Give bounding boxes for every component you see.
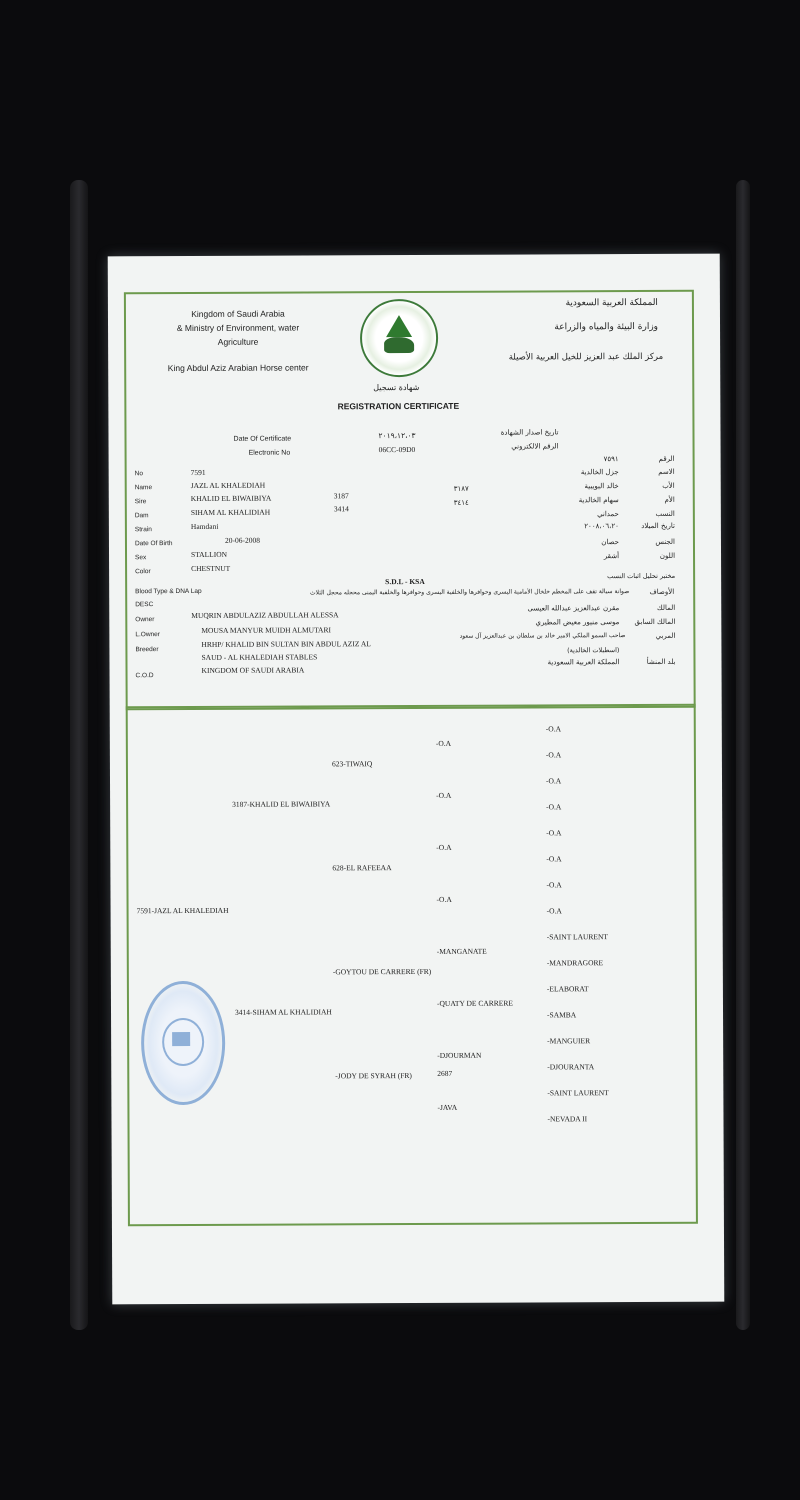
pedigree-gen3-extra: 2687 xyxy=(437,1068,453,1078)
header-en-line3: Agriculture xyxy=(217,336,259,347)
sire-number-ar: ٣١٨٧ xyxy=(453,484,469,493)
official-stamp-icon xyxy=(141,981,226,1105)
cod-label: C.O.D xyxy=(135,672,154,680)
sire-value: KHALID EL BIWAIBIYA xyxy=(190,493,272,503)
name-value: JAZL AL KHALEDIAH xyxy=(190,480,266,490)
breeder-label: Breeder xyxy=(135,646,159,654)
electronic-value: 06CC-09D0 xyxy=(378,445,416,455)
color-value-ar: أشقر xyxy=(603,552,620,561)
date-label-ar: تاريخ اصدار الشهادة xyxy=(500,428,559,437)
sex-label-ar: الجنس xyxy=(655,537,675,546)
pedigree-gen4-1: -O.A xyxy=(545,724,562,734)
dob-label: Date Of Birth xyxy=(134,540,173,548)
pedigree-gen4-8: -O.A xyxy=(546,906,562,916)
color-label-ar: اللون xyxy=(659,551,676,560)
sire-label: Sire xyxy=(134,498,147,506)
desc-value-ar: صوانة سيالة تقف على المخطم خلخال الأمامية اليسرى وحوافرها والخلفية اليسرى وحوافرها والخلفية اليمنى محجله محجل الثلاث xyxy=(310,588,630,597)
pedigree-gen3-1: -O.A xyxy=(435,738,452,748)
lowner-value-ar: موسى منيور معيض المطيري xyxy=(535,618,620,627)
sire-value-ar: خالد البويبية xyxy=(584,482,619,491)
lowner-label-ar: المالك السابق xyxy=(634,617,676,627)
pedigree-gen4-11: -ELABORAT xyxy=(546,984,589,994)
pedigree-frame xyxy=(126,704,698,1226)
header-en-line1: Kingdom of Saudi Arabia xyxy=(191,308,285,319)
sex-value: STALLION xyxy=(190,549,228,559)
dam-value: SIHAM AL KHALIDIAH xyxy=(190,507,271,517)
pedigree-dam: 3414-SIHAM AL KHALIDIAH xyxy=(234,1007,332,1017)
strain-value: Hamdani xyxy=(190,521,219,531)
breeder-label-ar: المربي xyxy=(655,631,676,640)
pedigree-sire-sire: 623-TIWAIQ xyxy=(331,759,373,769)
name-label: Name xyxy=(134,484,153,492)
name-value-ar: جزل الخالدية xyxy=(580,468,619,477)
pedigree-dam-dam: -JODY DE SYRAH (FR) xyxy=(335,1071,412,1081)
page-title: REGISTRATION CERTIFICATE xyxy=(337,400,460,412)
pedigree-gen3-3: -O.A xyxy=(436,842,452,852)
date-label: Date Of Certificate xyxy=(233,435,292,443)
sex-value-ar: حصان xyxy=(601,538,619,547)
name-label-ar: الاسم xyxy=(658,467,675,476)
electronic-label-ar: الرقم الالكتروني xyxy=(511,442,559,451)
breeder-value-line1: HRHP/ KHALID BIN SULTAN BIN ABDUL AZIZ AL xyxy=(201,639,371,649)
sire-label-ar: الأب xyxy=(662,481,675,490)
cod-value-ar: المملكة العربية السعودية xyxy=(547,658,620,667)
header-ar-line2: وزارة البيئة والمياه والزراعة xyxy=(554,321,659,333)
pedigree-gen4-15: -SAINT LAURENT xyxy=(547,1088,609,1098)
title-ar: شهادة تسجيل xyxy=(373,382,420,393)
pedigree-gen3-7: -DJOURMAN xyxy=(437,1050,482,1060)
strain-value-ar: حمداني xyxy=(597,510,619,519)
pedigree-gen3-6: -QUATY DE CARRERE xyxy=(436,998,513,1008)
dam-value-ar: سهام الخالدية xyxy=(578,496,619,505)
pedigree-gen4-7: -O.A xyxy=(546,880,562,890)
desc-label: DESC xyxy=(135,601,154,609)
blood-label-ar: مختبر تحليل اثبات النسب xyxy=(607,571,676,581)
sex-label: Sex xyxy=(135,554,147,562)
center-logo-icon xyxy=(360,299,438,377)
dam-number-ar: ٣٤١٤ xyxy=(453,498,469,507)
owner-value-ar: مقرن عبدالعزيز عبدالله العيسى xyxy=(527,604,620,613)
header-en-line4: King Abdul Aziz Arabian Horse center xyxy=(167,362,309,374)
dob-label-ar: تاريخ الميلاد xyxy=(641,521,675,531)
owner-label: Owner xyxy=(135,616,155,624)
pedigree-gen4-4: -O.A xyxy=(546,802,562,812)
pedigree-gen4-12: -SAMBA xyxy=(547,1010,577,1020)
pedigree-gen3-8: -JAVA xyxy=(437,1102,458,1112)
color-value: CHESTNUT xyxy=(191,563,231,573)
pedigree-gen4-9: -SAINT LAURENT xyxy=(546,932,609,942)
dam-label-ar: الأم xyxy=(664,495,675,504)
pedigree-gen3-4: -O.A xyxy=(436,894,452,904)
header-en-line2: & Ministry of Environment, water xyxy=(176,322,300,334)
pedigree-gen4-2: -O.A xyxy=(545,750,562,760)
phone-screen xyxy=(108,254,725,1305)
blood-value: S.D.L - KSA xyxy=(385,576,425,587)
dob-value-ar: ٢٠٠٨،٠٦،٢٠ xyxy=(584,522,619,531)
phone-right-edge xyxy=(736,180,750,1330)
lowner-value: MOUSA MANYUR MUIDH ALMUTARI xyxy=(201,625,331,635)
strain-label-ar: النسب xyxy=(655,509,675,518)
pedigree-gen3-5: -MANGANATE xyxy=(436,946,487,956)
no-value: 7591 xyxy=(190,467,206,477)
pedigree-gen4-16: -NEVADA II xyxy=(547,1114,588,1124)
breeder-value-ar-line1: صاحب السمو الملكي الامير خالد بن سلطان بن عبدالعزيز آل سعود xyxy=(459,632,626,640)
desc-label-ar: الأوصاف xyxy=(649,587,675,596)
dob-value: 20-06-2008 xyxy=(224,535,260,545)
electronic-label: Electronic No xyxy=(248,449,291,457)
cod-value: KINGDOM OF SAUDI ARABIA xyxy=(201,665,305,675)
dam-label: Dam xyxy=(134,512,149,520)
cod-label-ar: بلد المنشأ xyxy=(646,657,676,666)
owner-value: MUQRIN ABDULAZIZ ABDULLAH ALESSA xyxy=(191,610,339,620)
pedigree-gen4-3: -O.A xyxy=(545,776,562,786)
blood-label: Blood Type & DNA Lap xyxy=(135,587,202,596)
pedigree-gen4-10: -MANDRAGORE xyxy=(546,958,604,968)
pedigree-sire-dam: 628-EL RAFEEAA xyxy=(332,863,392,873)
header-ar-line1: المملكة العربية السعودية xyxy=(565,297,658,309)
pedigree-gen3-2: -O.A xyxy=(436,790,452,800)
dam-number: 3414 xyxy=(333,504,349,514)
phone-left-edge xyxy=(70,180,88,1330)
strain-label: Strain xyxy=(134,526,152,534)
pedigree-gen4-6: -O.A xyxy=(546,854,562,864)
sire-number: 3187 xyxy=(333,491,349,501)
no-label-ar: الرقم xyxy=(658,454,675,463)
breeder-value-line2: SAUD - AL KHALEDIAH STABLES xyxy=(201,652,318,662)
pedigree-gen4-13: -MANGUIER xyxy=(547,1036,591,1046)
pedigree-sire: 3187-KHALID EL BIWAIBIYA xyxy=(232,799,331,809)
header-ar-line3: مركز الملك عبد العزيز للخيل العربية الأصيلة xyxy=(508,351,664,363)
pedigree-gen4-14: -DJOURANTA xyxy=(547,1062,595,1072)
no-value-ar: ٧٥٩١ xyxy=(603,455,619,464)
date-value: ٢٠١٩،١٢،٠٣ xyxy=(378,430,416,441)
pedigree-gen4-5: -O.A xyxy=(546,828,562,838)
lowner-label: L.Owner xyxy=(135,631,160,639)
no-label: No xyxy=(134,470,143,478)
pedigree-dam-sire: -GOYTOU DE CARRERE (FR) xyxy=(332,966,432,977)
pedigree-horse: 7591-JAZL AL KHALEDIAH xyxy=(136,905,229,916)
owner-label-ar: المالك xyxy=(656,603,676,612)
breeder-value-ar-line2: (اسطبلات الخالدية) xyxy=(567,646,620,655)
color-label: Color xyxy=(135,568,151,576)
